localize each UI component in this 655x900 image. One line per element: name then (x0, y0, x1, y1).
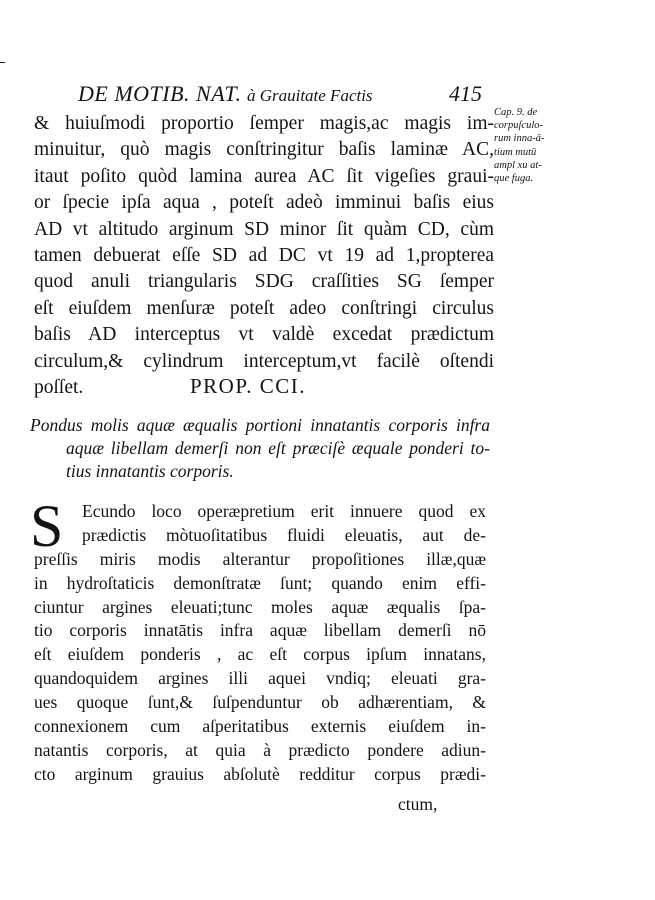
drop-cap: S (30, 493, 64, 559)
text-line: cto arginum grauius abſolutè redditur corpus prædi- (34, 763, 486, 784)
text-line: AD vt altitudo arginum SD minor ſit quàm CD, cùm (34, 218, 494, 240)
text-line: eſt eiuſdem menſuræ poteſt adeo conſtringi circulus (34, 297, 494, 319)
margin-note-line: ampl xu at- (494, 159, 542, 171)
text-line: tamen debuerat eſſe SD ad DC vt 19 ad 1,propterea (34, 244, 494, 266)
running-head (78, 79, 488, 109)
text-line: preſſis miris modis alterantur propoſitiones illæ,quæ (34, 548, 486, 569)
margin-note (494, 106, 594, 185)
margin-note-line: rum inna-ā- (494, 133, 545, 145)
paragraph-1 (34, 111, 494, 401)
text-line: quandoquidem argines illi aquei vndiq; eleuati gra- (34, 668, 486, 689)
margin-note-line: que fuga. (494, 173, 534, 185)
text-line: tio corporis innatātis infra aquæ libellam demerſi nō (34, 620, 486, 641)
text-line: Ecundo loco operæpretium erit innuere quod ex (82, 501, 486, 521)
margin-note-line: tium mutū (494, 146, 537, 158)
text-line: & huiuſmodi proportio ſemper magis,ac magis im- (34, 113, 494, 134)
text-line: poſſet. (34, 376, 84, 398)
text-line: circulum,& cylindrum interceptum,vt facilè oſtendi (34, 350, 494, 372)
page-number: 415 (449, 81, 482, 106)
text-line: connexionem cum aſperitatibus externis eiuſdem in- (34, 716, 486, 737)
text-line: eſt eiuſdem ponderis , ac eſt corpus ipſum innatans, (34, 644, 486, 665)
running-head-title: DE MOTIB. NAT. (78, 81, 242, 106)
enunciation-line: aquæ libellam demerſi non eſt præciſè æquale ponderi to- (66, 438, 490, 458)
text-line: itaut poſito quòd lamina aurea AC ſit vigeſies graui- (34, 165, 494, 187)
text-line: ues quoque ſunt,& ſuſpenduntur ob adhærentiam, & (34, 692, 486, 713)
enunciation-line: tius innatantis corporis. (66, 461, 234, 481)
proposition-heading: PROP. CCI. (190, 374, 306, 398)
catchword: ctum, (398, 794, 438, 814)
proposition-enunciation (30, 414, 490, 483)
text-line: natantis corporis, at quia à prædicto pondere adiun- (34, 739, 486, 760)
text-line: prædictis mòtuoſitatibus fluidi eleuatis, aut de- (82, 524, 486, 545)
text-line: minuitur, quò magis conſtringitur baſis laminæ AC, (34, 139, 494, 161)
enunciation-line: Pondus molis aquæ æqualis portioni innatantis corporis infra (30, 415, 490, 435)
text-line: ciuntur argines eleuati;tunc moles aquæ æqualis ſpa- (34, 596, 486, 617)
text-line: or ſpecie ipſa aqua , poteſt adeò imminui baſis eius (34, 192, 494, 214)
text-line: baſis AD interceptus vt valdè excedat prædictum (34, 324, 494, 346)
paragraph-2 (34, 500, 486, 787)
text-line: in hydroſtaticis demonſtratæ ſunt; quando enim effi- (34, 572, 486, 593)
margin-note-line: corpuſculo- (494, 120, 543, 132)
page-edge-mark (0, 62, 5, 63)
text-line: quod anuli triangularis SDG craſſities SG ſemper (34, 271, 494, 293)
running-head-subtitle: à Grauitate Factis (246, 86, 373, 105)
margin-note-line: Cap. 9. de (494, 107, 538, 118)
